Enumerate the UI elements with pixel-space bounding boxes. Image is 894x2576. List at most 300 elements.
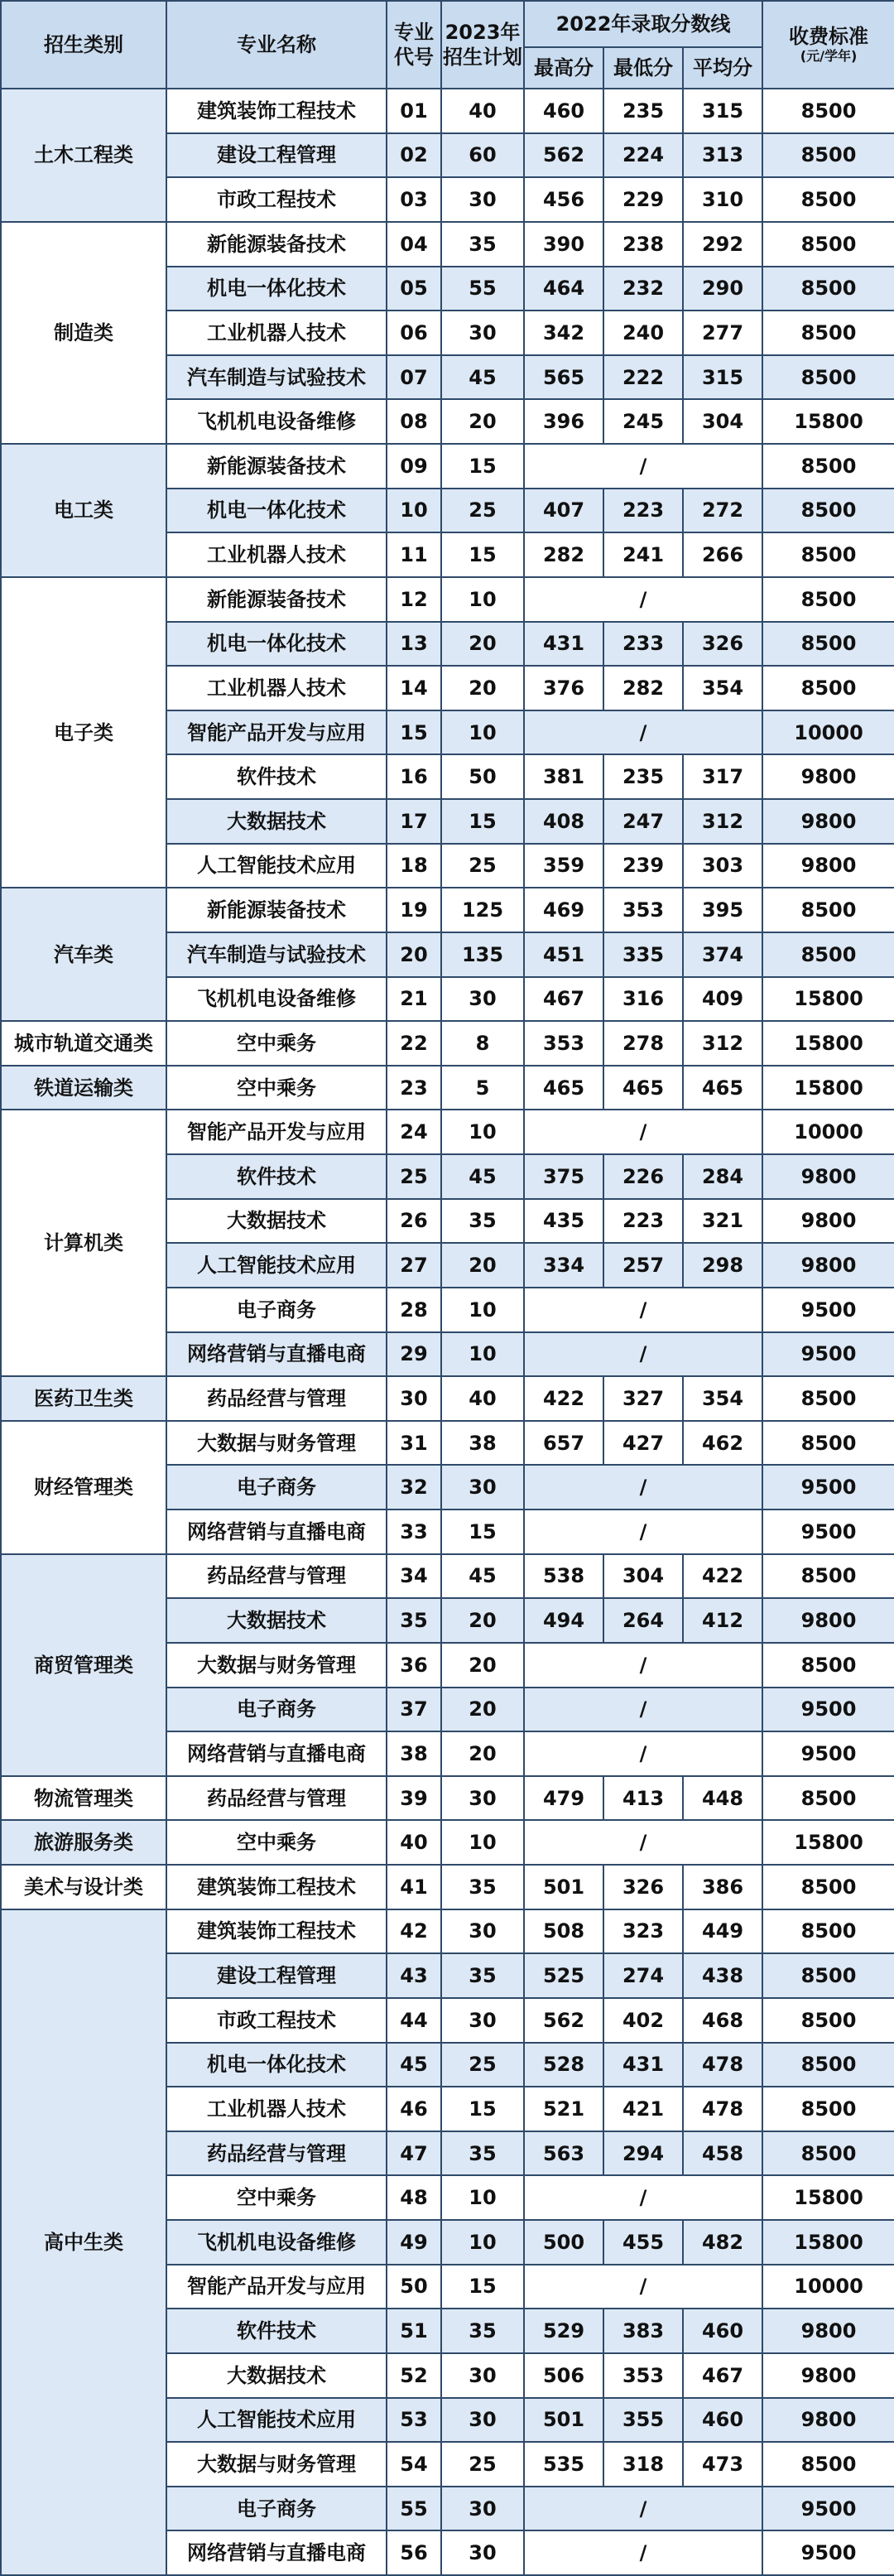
min-score-cell: 229 (603, 177, 683, 222)
plan-cell: 30 (441, 977, 524, 1022)
max-score-cell: 469 (524, 888, 603, 932)
code-cell: 48 (387, 2175, 441, 2220)
major-cell: 空中乘务 (166, 1021, 387, 1066)
max-score-cell: 479 (524, 1776, 603, 1821)
fee-cell: 9800 (762, 1598, 894, 1643)
plan-cell: 40 (441, 1376, 524, 1421)
code-cell: 20 (387, 932, 441, 977)
major-cell: 新能源装备技术 (166, 888, 387, 932)
code-cell: 56 (387, 2530, 441, 2575)
fee-cell: 8500 (762, 666, 894, 710)
score-na-cell: / (524, 2175, 762, 2220)
avg-score-cell: 298 (683, 1243, 762, 1288)
major-cell: 软件技术 (166, 754, 387, 799)
fee-cell: 8500 (762, 532, 894, 577)
plan-cell: 25 (441, 2043, 524, 2087)
major-cell: 建筑装饰工程技术 (166, 89, 387, 133)
major-cell: 空中乘务 (166, 2175, 387, 2220)
plan-cell: 35 (441, 1865, 524, 1909)
avg-score-cell: 313 (683, 133, 762, 178)
score-na-cell: / (524, 1465, 762, 1509)
category-cell: 汽车类 (1, 888, 166, 1021)
major-cell: 汽车制造与试验技术 (166, 355, 387, 400)
min-score-cell: 240 (603, 311, 683, 355)
avg-score-cell: 315 (683, 89, 762, 133)
plan-cell: 45 (441, 355, 524, 400)
table-body (1, 89, 894, 2575)
plan-cell: 15 (441, 2087, 524, 2131)
table-row (1, 577, 894, 622)
min-score-cell: 226 (603, 1154, 683, 1199)
major-cell: 网络营销与直播电商 (166, 2530, 387, 2575)
code-cell: 17 (387, 799, 441, 844)
fee-cell: 8500 (762, 1953, 894, 1998)
score-na-cell: / (524, 1288, 762, 1332)
max-score-cell: 501 (524, 1865, 603, 1909)
code-cell: 38 (387, 1731, 441, 1776)
header-fee-line2: (元/学年) (800, 48, 858, 64)
min-score-cell: 223 (603, 489, 683, 533)
category-cell: 计算机类 (1, 1110, 166, 1376)
avg-score-cell: 422 (683, 1554, 762, 1599)
table-row (1, 444, 894, 489)
header-major: 专业名称 (166, 1, 387, 89)
fee-cell: 9500 (762, 2487, 894, 2531)
code-cell: 18 (387, 844, 441, 888)
max-score-cell: 456 (524, 177, 603, 222)
fee-cell: 10000 (762, 2265, 894, 2309)
major-cell: 工业机器人技术 (166, 2087, 387, 2131)
header-plan-line1: 2023年 (445, 21, 521, 44)
code-cell: 55 (387, 2487, 441, 2531)
max-score-cell: 521 (524, 2087, 603, 2131)
min-score-cell: 222 (603, 355, 683, 400)
max-score-cell: 535 (524, 2442, 603, 2487)
major-cell: 网络营销与直播电商 (166, 1332, 387, 1377)
plan-cell: 30 (441, 2398, 524, 2443)
fee-cell: 15800 (762, 2175, 894, 2220)
code-cell: 32 (387, 1465, 441, 1509)
avg-score-cell: 458 (683, 2131, 762, 2176)
code-cell: 02 (387, 133, 441, 178)
min-score-cell: 323 (603, 1909, 683, 1954)
fee-cell: 8500 (762, 311, 894, 355)
major-cell: 新能源装备技术 (166, 222, 387, 267)
header-max: 最高分 (524, 47, 603, 89)
avg-score-cell: 312 (683, 1021, 762, 1066)
fee-cell: 8500 (762, 1998, 894, 2043)
plan-cell: 60 (441, 133, 524, 178)
code-cell: 42 (387, 1909, 441, 1954)
fee-cell: 9800 (762, 1199, 894, 1244)
min-score-cell: 465 (603, 1066, 683, 1110)
code-cell: 43 (387, 1953, 441, 1998)
avg-score-cell: 284 (683, 1154, 762, 1199)
max-score-cell: 538 (524, 1554, 603, 1599)
min-score-cell: 355 (603, 2398, 683, 2443)
fee-cell: 9800 (762, 2353, 894, 2398)
code-cell: 46 (387, 2087, 441, 2131)
min-score-cell: 223 (603, 1199, 683, 1244)
major-cell: 大数据技术 (166, 2353, 387, 2398)
header-plan-line2: 招生计划 (443, 46, 522, 69)
max-score-cell: 282 (524, 532, 603, 577)
table-row (1, 1820, 894, 1865)
max-score-cell: 460 (524, 89, 603, 133)
max-score-cell: 396 (524, 399, 603, 444)
major-cell: 电子商务 (166, 1288, 387, 1332)
major-cell: 新能源装备技术 (166, 444, 387, 489)
fee-cell: 8500 (762, 2043, 894, 2087)
avg-score-cell: 395 (683, 888, 762, 932)
fee-cell: 8500 (762, 1421, 894, 1466)
plan-cell: 30 (441, 1465, 524, 1509)
plan-cell: 20 (441, 1643, 524, 1688)
plan-cell: 15 (441, 2265, 524, 2309)
header-avg: 平均分 (683, 47, 762, 89)
major-cell: 新能源装备技术 (166, 577, 387, 622)
fee-cell: 15800 (762, 2220, 894, 2265)
category-cell: 财经管理类 (1, 1421, 166, 1554)
major-cell: 工业机器人技术 (166, 532, 387, 577)
max-score-cell: 562 (524, 1998, 603, 2043)
fee-cell: 9500 (762, 1288, 894, 1332)
fee-cell: 8500 (762, 489, 894, 533)
major-cell: 药品经营与管理 (166, 1554, 387, 1599)
fee-cell: 9500 (762, 1509, 894, 1554)
header-code-line2: 代号 (394, 46, 434, 69)
min-score-cell: 282 (603, 666, 683, 710)
major-cell: 人工智能技术应用 (166, 844, 387, 888)
code-cell: 37 (387, 1688, 441, 1732)
fee-cell: 15800 (762, 1066, 894, 1110)
plan-cell: 10 (441, 1820, 524, 1865)
min-score-cell: 235 (603, 754, 683, 799)
plan-cell: 20 (441, 1731, 524, 1776)
major-cell: 大数据与财务管理 (166, 1643, 387, 1688)
code-cell: 14 (387, 666, 441, 710)
avg-score-cell: 478 (683, 2043, 762, 2087)
plan-cell: 30 (441, 177, 524, 222)
code-cell: 09 (387, 444, 441, 489)
major-cell: 电子商务 (166, 2487, 387, 2531)
avg-score-cell: 312 (683, 799, 762, 844)
major-cell: 软件技术 (166, 2309, 387, 2353)
fee-cell: 9500 (762, 1332, 894, 1377)
code-cell: 35 (387, 1598, 441, 1643)
code-cell: 12 (387, 577, 441, 622)
code-cell: 44 (387, 1998, 441, 2043)
code-cell: 54 (387, 2442, 441, 2487)
code-cell: 24 (387, 1110, 441, 1154)
avg-score-cell: 290 (683, 267, 762, 311)
fee-cell: 9800 (762, 844, 894, 888)
avg-score-cell: 465 (683, 1066, 762, 1110)
max-score-cell: 353 (524, 1021, 603, 1066)
major-cell: 建设工程管理 (166, 1953, 387, 1998)
code-cell: 03 (387, 177, 441, 222)
code-cell: 05 (387, 267, 441, 311)
major-cell: 飞机机电设备维修 (166, 399, 387, 444)
max-score-cell: 390 (524, 222, 603, 267)
plan-cell: 30 (441, 2530, 524, 2575)
avg-score-cell: 386 (683, 1865, 762, 1909)
min-score-cell: 421 (603, 2087, 683, 2131)
min-score-cell: 353 (603, 888, 683, 932)
plan-cell: 15 (441, 799, 524, 844)
score-na-cell: / (524, 577, 762, 622)
plan-cell: 20 (441, 1598, 524, 1643)
table-row (1, 1865, 894, 1909)
fee-cell: 8500 (762, 577, 894, 622)
avg-score-cell: 272 (683, 489, 762, 533)
code-cell: 26 (387, 1199, 441, 1244)
fee-cell: 9500 (762, 1688, 894, 1732)
max-score-cell: 464 (524, 267, 603, 311)
major-cell: 机电一体化技术 (166, 489, 387, 533)
major-cell: 人工智能技术应用 (166, 2398, 387, 2443)
code-cell: 08 (387, 399, 441, 444)
min-score-cell: 245 (603, 399, 683, 444)
fee-cell: 8500 (762, 1554, 894, 1599)
min-score-cell: 264 (603, 1598, 683, 1643)
major-cell: 市政工程技术 (166, 1998, 387, 2043)
major-cell: 机电一体化技术 (166, 2043, 387, 2087)
fee-cell: 8500 (762, 2087, 894, 2131)
min-score-cell: 239 (603, 844, 683, 888)
code-cell: 10 (387, 489, 441, 533)
fee-cell: 8500 (762, 1376, 894, 1421)
min-score-cell: 235 (603, 89, 683, 133)
min-score-cell: 335 (603, 932, 683, 977)
avg-score-cell: 292 (683, 222, 762, 267)
code-cell: 39 (387, 1776, 441, 1821)
code-cell: 22 (387, 1021, 441, 1066)
major-cell: 空中乘务 (166, 1820, 387, 1865)
min-score-cell: 294 (603, 2131, 683, 2176)
fee-cell: 15800 (762, 1021, 894, 1066)
score-na-cell: / (524, 1820, 762, 1865)
max-score-cell: 342 (524, 311, 603, 355)
code-cell: 49 (387, 2220, 441, 2265)
major-cell: 大数据与财务管理 (166, 1421, 387, 1466)
min-score-cell: 383 (603, 2309, 683, 2353)
avg-score-cell: 460 (683, 2398, 762, 2443)
code-cell: 36 (387, 1643, 441, 1688)
plan-cell: 55 (441, 267, 524, 311)
code-cell: 50 (387, 2265, 441, 2309)
avg-score-cell: 321 (683, 1199, 762, 1244)
header-category: 招生类别 (1, 1, 166, 89)
max-score-cell: 562 (524, 133, 603, 178)
category-cell: 旅游服务类 (1, 1820, 166, 1865)
table-row (1, 222, 894, 267)
header-code-line1: 专业 (394, 21, 434, 44)
min-score-cell: 257 (603, 1243, 683, 1288)
major-cell: 电子商务 (166, 1688, 387, 1732)
max-score-cell: 501 (524, 2398, 603, 2443)
plan-cell: 35 (441, 1199, 524, 1244)
score-na-cell: / (524, 444, 762, 489)
min-score-cell: 353 (603, 2353, 683, 2398)
fee-cell: 9800 (762, 754, 894, 799)
min-score-cell: 327 (603, 1376, 683, 1421)
fee-cell: 9500 (762, 1731, 894, 1776)
max-score-cell: 465 (524, 1066, 603, 1110)
max-score-cell: 525 (524, 1953, 603, 1998)
category-cell: 医药卫生类 (1, 1376, 166, 1421)
max-score-cell: 467 (524, 977, 603, 1022)
min-score-cell: 455 (603, 2220, 683, 2265)
min-score-cell: 233 (603, 622, 683, 667)
max-score-cell: 508 (524, 1909, 603, 1954)
fee-cell: 15800 (762, 977, 894, 1022)
avg-score-cell: 354 (683, 1376, 762, 1421)
category-cell: 电工类 (1, 444, 166, 577)
min-score-cell: 238 (603, 222, 683, 267)
max-score-cell: 565 (524, 355, 603, 400)
major-cell: 大数据与财务管理 (166, 2442, 387, 2487)
max-score-cell: 657 (524, 1421, 603, 1466)
fee-cell: 9800 (762, 1154, 894, 1199)
min-score-cell: 224 (603, 133, 683, 178)
table-row (1, 1776, 894, 1821)
min-score-cell: 241 (603, 532, 683, 577)
min-score-cell: 274 (603, 1953, 683, 1998)
avg-score-cell: 374 (683, 932, 762, 977)
plan-cell: 50 (441, 754, 524, 799)
category-cell: 美术与设计类 (1, 1865, 166, 1909)
major-cell: 工业机器人技术 (166, 311, 387, 355)
score-na-cell: / (524, 1731, 762, 1776)
code-cell: 29 (387, 1332, 441, 1377)
fee-cell: 9500 (762, 2530, 894, 2575)
plan-cell: 30 (441, 2353, 524, 2398)
header-fee (762, 1, 894, 89)
plan-cell: 20 (441, 399, 524, 444)
major-cell: 机电一体化技术 (166, 267, 387, 311)
avg-score-cell: 438 (683, 1953, 762, 1998)
max-score-cell: 359 (524, 844, 603, 888)
header-plan (441, 1, 524, 89)
min-score-cell: 304 (603, 1554, 683, 1599)
category-cell: 商贸管理类 (1, 1554, 166, 1776)
fee-cell: 9500 (762, 1465, 894, 1509)
category-cell: 城市轨道交通类 (1, 1021, 166, 1066)
code-cell: 34 (387, 1554, 441, 1599)
score-na-cell: / (524, 1332, 762, 1377)
major-cell: 智能产品开发与应用 (166, 710, 387, 755)
major-cell: 人工智能技术应用 (166, 1243, 387, 1288)
max-score-cell: 376 (524, 666, 603, 710)
major-cell: 药品经营与管理 (166, 1776, 387, 1821)
max-score-cell: 407 (524, 489, 603, 533)
min-score-cell: 318 (603, 2442, 683, 2487)
min-score-cell: 431 (603, 2043, 683, 2087)
code-cell: 30 (387, 1376, 441, 1421)
plan-cell: 10 (441, 1110, 524, 1154)
fee-cell: 8500 (762, 267, 894, 311)
plan-cell: 35 (441, 2309, 524, 2353)
category-cell: 土木工程类 (1, 89, 166, 222)
fee-cell: 8500 (762, 1865, 894, 1909)
code-cell: 21 (387, 977, 441, 1022)
score-na-cell: / (524, 1110, 762, 1154)
fee-cell: 8500 (762, 1776, 894, 1821)
plan-cell: 30 (441, 2487, 524, 2531)
max-score-cell: 381 (524, 754, 603, 799)
code-cell: 07 (387, 355, 441, 400)
avg-score-cell: 303 (683, 844, 762, 888)
fee-cell: 8500 (762, 932, 894, 977)
code-cell: 47 (387, 2131, 441, 2176)
fee-cell: 8500 (762, 355, 894, 400)
min-score-cell: 402 (603, 1998, 683, 2043)
table-row (1, 1421, 894, 1466)
code-cell: 33 (387, 1509, 441, 1554)
score-na-cell: / (524, 1643, 762, 1688)
category-cell: 高中生类 (1, 1909, 166, 2575)
code-cell: 06 (387, 311, 441, 355)
major-cell: 机电一体化技术 (166, 622, 387, 667)
score-na-cell: / (524, 2487, 762, 2531)
code-cell: 01 (387, 89, 441, 133)
plan-cell: 35 (441, 1953, 524, 1998)
avg-score-cell: 315 (683, 355, 762, 400)
plan-cell: 30 (441, 1998, 524, 2043)
avg-score-cell: 467 (683, 2353, 762, 2398)
avg-score-cell: 310 (683, 177, 762, 222)
max-score-cell: 451 (524, 932, 603, 977)
code-cell: 31 (387, 1421, 441, 1466)
fee-cell: 9800 (762, 1243, 894, 1288)
max-score-cell: 422 (524, 1376, 603, 1421)
fee-cell: 10000 (762, 1110, 894, 1154)
plan-cell: 35 (441, 222, 524, 267)
max-score-cell: 334 (524, 1243, 603, 1288)
major-cell: 飞机机电设备维修 (166, 2220, 387, 2265)
fee-cell: 8500 (762, 2442, 894, 2487)
major-cell: 电子商务 (166, 1465, 387, 1509)
major-cell: 智能产品开发与应用 (166, 1110, 387, 1154)
code-cell: 52 (387, 2353, 441, 2398)
fee-cell: 8500 (762, 622, 894, 667)
category-cell: 物流管理类 (1, 1776, 166, 1821)
major-cell: 建筑装饰工程技术 (166, 1909, 387, 1954)
score-na-cell: / (524, 2530, 762, 2575)
plan-cell: 10 (441, 1332, 524, 1377)
table-row (1, 1066, 894, 1110)
avg-score-cell: 468 (683, 1998, 762, 2043)
avg-score-cell: 409 (683, 977, 762, 1022)
table-row (1, 888, 894, 932)
plan-cell: 40 (441, 89, 524, 133)
code-cell: 40 (387, 1820, 441, 1865)
max-score-cell: 529 (524, 2309, 603, 2353)
avg-score-cell: 482 (683, 2220, 762, 2265)
major-cell: 市政工程技术 (166, 177, 387, 222)
major-cell: 大数据技术 (166, 799, 387, 844)
plan-cell: 20 (441, 1243, 524, 1288)
max-score-cell: 494 (524, 1598, 603, 1643)
code-cell: 16 (387, 754, 441, 799)
code-cell: 27 (387, 1243, 441, 1288)
score-na-cell: / (524, 1509, 762, 1554)
avg-score-cell: 473 (683, 2442, 762, 2487)
plan-cell: 30 (441, 1909, 524, 1954)
max-score-cell: 431 (524, 622, 603, 667)
plan-cell: 38 (441, 1421, 524, 1466)
